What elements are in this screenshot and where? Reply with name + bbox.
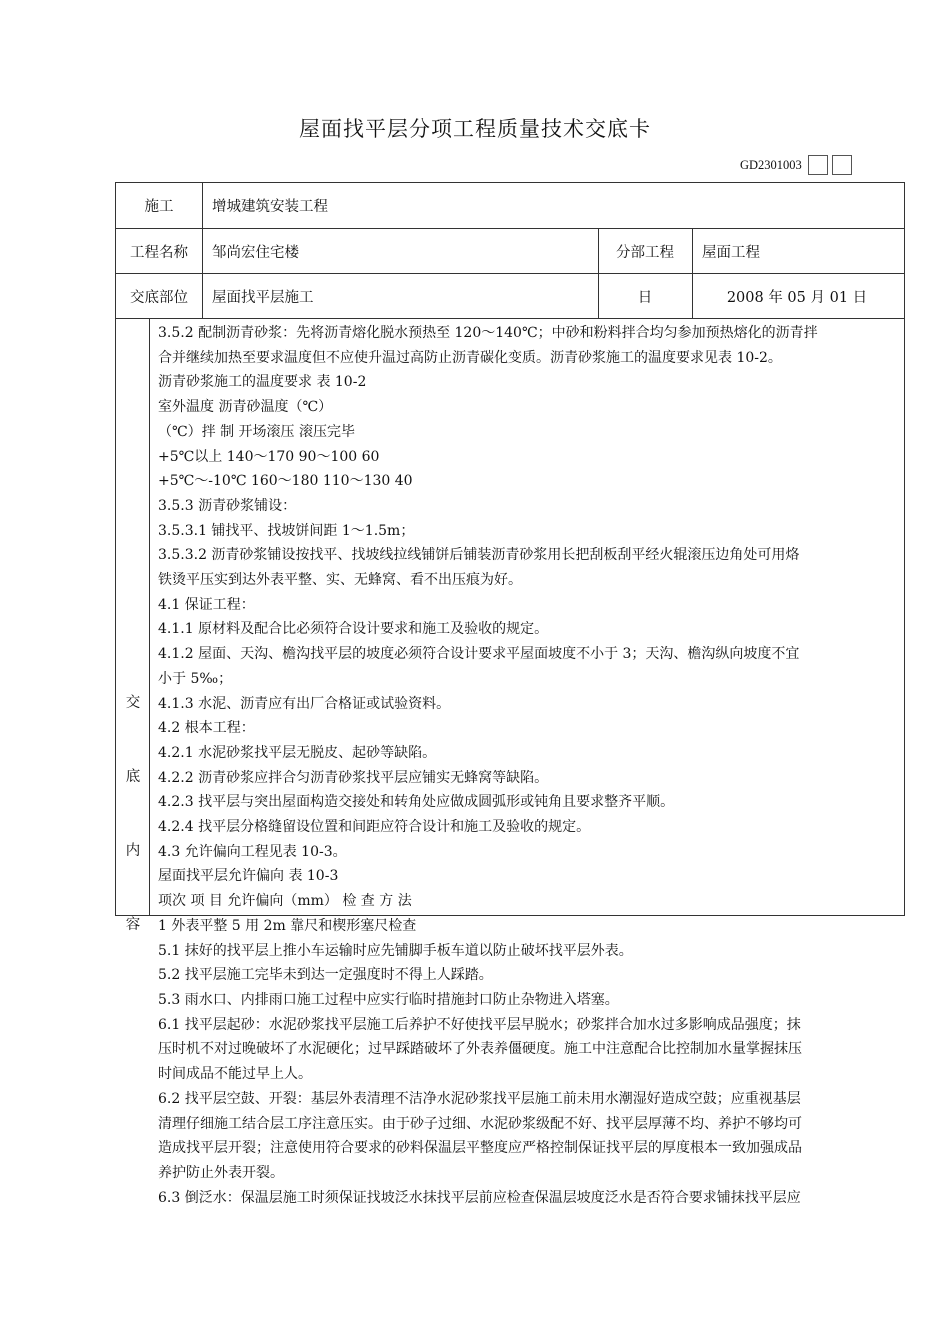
construction-value: 增城建筑安装工程 <box>212 199 328 215</box>
content-line: 清理仔细施工结合层工序注意压实。由于砂子过细、水泥砂浆级配不好、找平层厚薄不均、养护不够均可 <box>158 1115 802 1132</box>
side-char-2: 底 <box>125 769 141 785</box>
content-line: 4.1 保证工程： <box>158 596 255 613</box>
document-code: GD2301003 <box>740 157 802 172</box>
content-line: 造成找平层开裂；注意使用符合要求的砂料保温层平整度应严格控制保证找平层的厚度根本一致加强成品 <box>158 1140 802 1157</box>
disclosure-content <box>158 321 896 1210</box>
content-line: 4.2.4 找平层分格缝留设位置和间距应符合设计和施工及验收的规定。 <box>158 819 591 836</box>
project-name-label: 工程名称 <box>130 244 188 261</box>
content-line: 3.5.3.1 铺找平、找坡饼间距 1～1.5m； <box>158 522 415 539</box>
content-line: +5℃～-10℃ 160～180 110～130 40 <box>158 473 413 490</box>
content-line: 4.1.2 屋面、天沟、檐沟找平层的坡度必须符合设计要求平屋面坡度不小于 3；天沟、檐沟纵向坡度不宜 <box>158 646 800 663</box>
content-line: +5℃以上 140～170 90～100 60 <box>158 448 380 465</box>
content-line: 养护防止外表开裂。 <box>158 1164 284 1181</box>
content-line: 4.2.2 沥青砂浆应拌合匀沥青砂浆找平层应铺实无蜂窝等缺陷。 <box>158 769 549 786</box>
content-line: 4.3 允许偏向工程见表 10-3。 <box>158 843 347 860</box>
content-line: 屋面找平层允许偏向 表 10-3 <box>158 868 339 885</box>
project-name-value: 邹尚宏住宅楼 <box>212 244 299 261</box>
content-line: 小于 5‰； <box>158 670 233 687</box>
content-line: 1 外表平整 5 用 2m 靠尺和楔形塞尺检查 <box>158 917 417 934</box>
content-line: 5.2 找平层施工完毕未到达一定强度时不得上人踩踏。 <box>158 967 493 984</box>
construction-label: 施工 <box>144 199 174 215</box>
content-line: 4.2.1 水泥砂浆找平层无脱皮、起砂等缺陷。 <box>158 744 437 761</box>
content-line: 项次 项 目 允许偏向（mm） 检 查 方 法 <box>158 893 412 910</box>
side-char-1: 交 <box>125 695 141 711</box>
content-line: 4.1.1 原材料及配合比必须符合设计要求和施工及验收的规定。 <box>158 621 549 638</box>
content-line: 3.5.2 配制沥青砂浆：先将沥青熔化脱水预热至 120～140℃；中砂和粉料拌合均匀参加预热熔化的沥青拌 <box>158 325 818 341</box>
content-line: （℃）拌 制 开场滚压 滚压完毕 <box>158 423 356 440</box>
content-line: 4.2.3 找平层与突出屋面构造交接处和转角处应做成圆弧形或钝角且要求整齐平顺。 <box>158 794 675 811</box>
content-line: 铁烫平压实到达外表平整、实、无蜂窝、看不出压痕为好。 <box>158 572 522 589</box>
disclosure-content-label <box>116 319 150 933</box>
row-construction <box>116 183 904 229</box>
content-line: 压时机不对过晚破坏了水泥硬化；过早踩踏破坏了外表养僵硬度。施工中注意配合比控制加水量掌握抹压 <box>158 1041 802 1058</box>
disclosure-part-value: 屋面找平层施工 <box>212 289 314 306</box>
document-title: 屋面找平层分项工程质量技术交底卡 <box>299 117 651 141</box>
sub-project-value: 屋面工程 <box>702 244 760 261</box>
sub-project-label: 分部工程 <box>616 244 674 261</box>
date-label: 日 <box>637 289 653 306</box>
side-char-3: 内 <box>125 843 141 859</box>
content-line: 室外温度 沥青砂温度（℃） <box>158 399 333 416</box>
disclosure-part-label: 交底部位 <box>130 289 188 306</box>
content-line: 6.2 找平层空鼓、开裂：基层外表清理不洁净水泥砂浆找平层施工前未用水潮湿好造成空鼓；应重视基层 <box>158 1090 801 1107</box>
content-line: 合并继续加热至要求温度但不应使升温过高防止沥青碳化变质。沥青砂浆施工的温度要求见表 10-2。 <box>158 349 782 366</box>
row-project-name <box>116 229 904 274</box>
content-line: 沥青砂浆施工的温度要求 表 10-2 <box>158 374 367 391</box>
content-line: 3.5.3.2 沥青砂浆铺设按找平、找坡线拉线铺饼后铺装沥青砂浆用长把刮板刮平经火辊滚压边角处可用烙 <box>158 547 800 564</box>
side-char-4: 容 <box>125 917 141 933</box>
content-line: 3.5.3 沥青砂浆铺设： <box>158 497 297 514</box>
document-code-row <box>740 154 852 176</box>
content-line: 6.3 倒泛水：保温层施工时须保证找坡泛水抹找平层前应检查保温层坡度泛水是否符合要求铺抹找平层应 <box>158 1189 801 1206</box>
content-line: 5.3 雨水口、内排雨口施工过程中应实行临时措施封口防止杂物进入塔塞。 <box>158 991 619 1008</box>
disclosure-card <box>115 182 905 1206</box>
date-value: 2008 年 05 月 01 日 <box>726 289 868 306</box>
code-box-1[interactable] <box>808 155 828 175</box>
content-line: 5.1 抹好的找平层上推小车运输时应先铺脚手板车道以防止破坏找平层外表。 <box>158 942 633 959</box>
content-line: 6.1 找平层起砂：水泥砂浆找平层施工后养护不好使找平层早脱水；砂浆拌合加水过多影响成品强度；抹 <box>158 1016 801 1033</box>
content-line: 4.1.3 水泥、沥青应有出厂合格证或试验资料。 <box>158 695 451 712</box>
code-box-2[interactable] <box>832 155 852 175</box>
content-line: 4.2 根本工程： <box>158 720 255 737</box>
row-disclosure-part <box>116 274 904 319</box>
content-line: 时间成品不能过早上人。 <box>158 1066 312 1083</box>
